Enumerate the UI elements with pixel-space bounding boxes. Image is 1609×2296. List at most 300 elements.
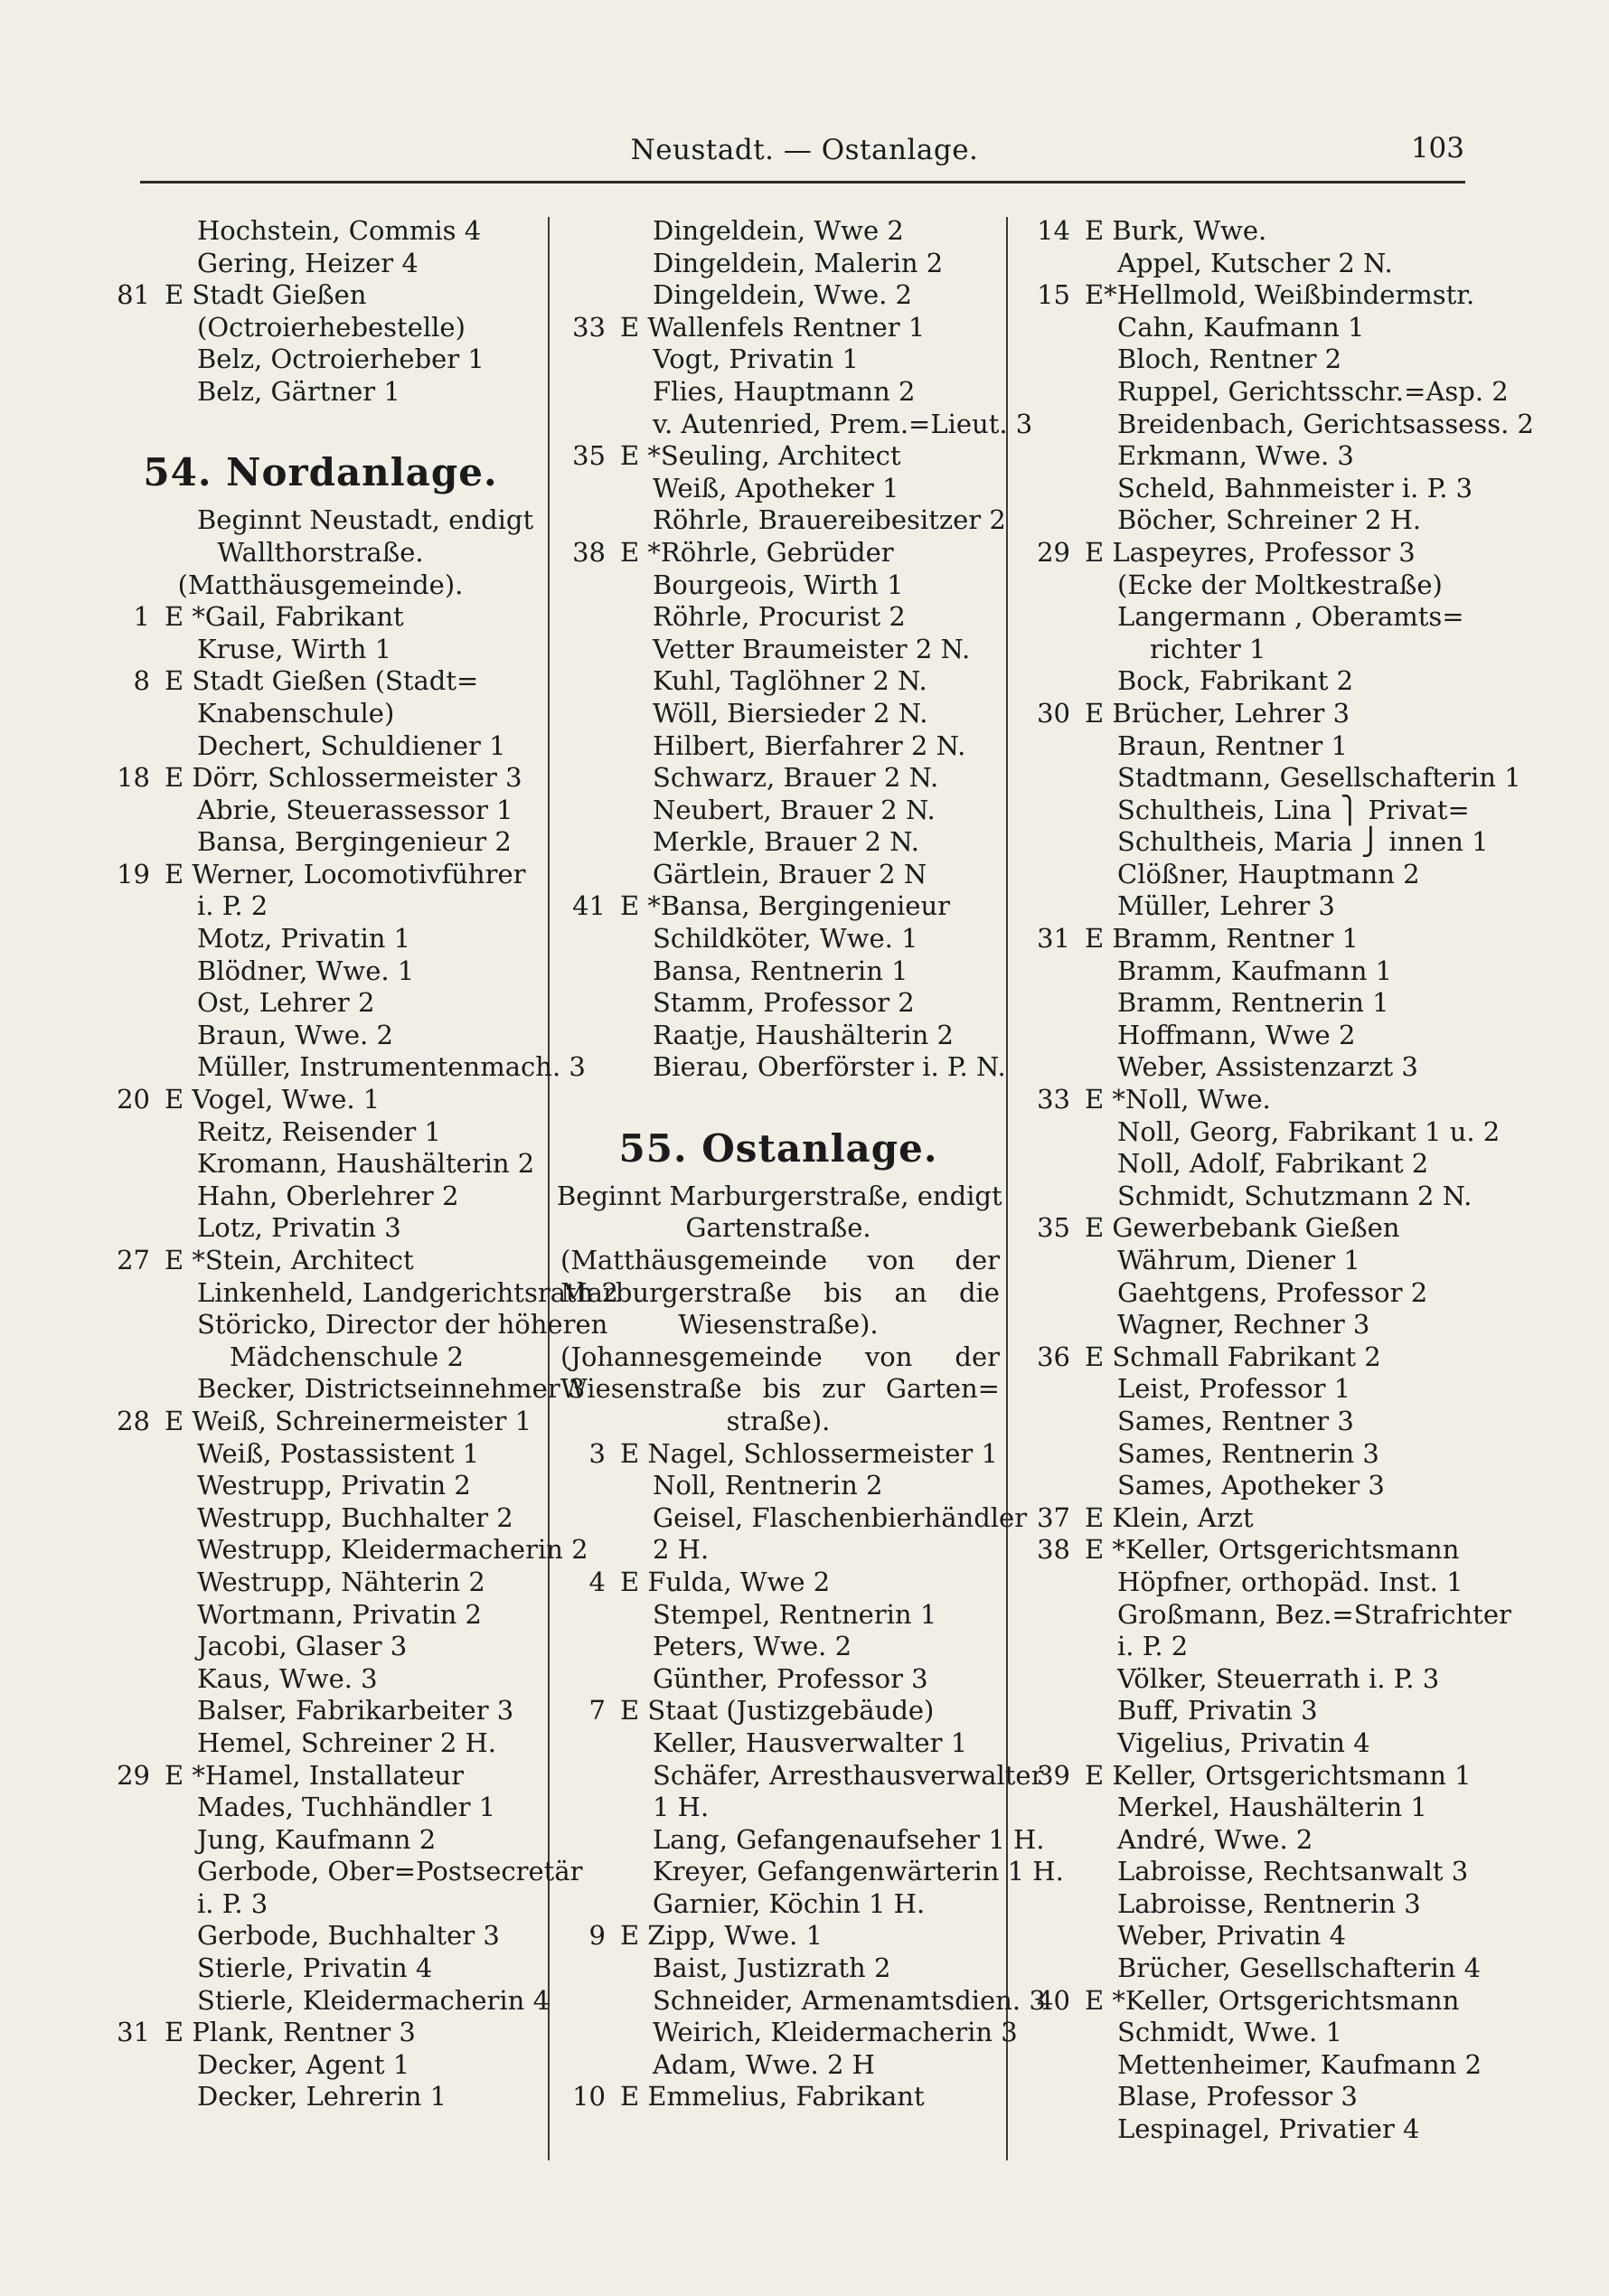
resident-entry [101, 2081, 540, 2113]
entry-text: E Stadt Gießen [165, 279, 367, 311]
resident-entry [101, 923, 540, 955]
resident-entry [1021, 1856, 1469, 1888]
running-title: Neustadt. — Ostanlage. [630, 134, 979, 166]
resident-entry [101, 1341, 540, 1374]
entry-text: Großmann, Bez.=Strafrichter [1117, 1598, 1511, 1630]
entry-text: Adam, Wwe. 2 H [653, 2048, 875, 2080]
word: (Matthäusgemeinde [560, 1245, 828, 1275]
entry-text: Merkel, Haushälterin 1 [1117, 1792, 1427, 1823]
resident-entry [101, 1567, 540, 1599]
house-number: 14 [1037, 215, 1070, 246]
entry-text: Westrupp, Privatin 2 [197, 1470, 471, 1501]
resident-entry [1021, 955, 1464, 988]
resident-entry [1021, 665, 1464, 698]
street-description [557, 1341, 1000, 1374]
resident-entry [101, 312, 540, 344]
resident-entry [1021, 1663, 1464, 1696]
entry-text: Hoffmann, Wwe 2 [1117, 1019, 1356, 1050]
entry-text: v. Autenried, Prem.=Lieut. 3 [653, 408, 1033, 439]
street-description: Wallthorstraße. [217, 536, 424, 568]
entry-text: Baist, Justizrath 2 [653, 1953, 891, 1984]
entry-text: Bock, Fabrikant 2 [1117, 665, 1354, 697]
entry-text: Kromann, Haushälterin 2 [197, 1148, 535, 1180]
resident-entry [101, 1373, 586, 1406]
street-heading: 55. Ostanlage. [618, 1125, 938, 1171]
entry-text: i. P. 2 [197, 890, 268, 922]
entry-text: E Gewerbebank Gießen [1085, 1212, 1400, 1244]
resident-entry [1021, 1695, 1464, 1727]
word: von [864, 1341, 913, 1372]
house-entry [1021, 1534, 1464, 1567]
entry-text: Jacobi, Glaser 3 [197, 1631, 408, 1662]
resident-entry [557, 987, 1000, 1020]
justified-text [557, 1373, 1000, 1406]
street-description: Gartenstraße. [685, 1212, 871, 1244]
house-entry [1021, 1759, 1472, 1793]
entry-text: Kruse, Wirth 1 [197, 633, 392, 664]
house-entry [1021, 1502, 1464, 1535]
resident-entry [1021, 1180, 1473, 1213]
entry-text: Weber, Assistenzarzt 3 [1117, 1051, 1418, 1083]
entry-text: Bansa, Rentnerin 1 [653, 955, 908, 986]
house-entry [101, 1084, 540, 1116]
house-number: 41 [572, 890, 606, 922]
house-number: 10 [572, 2081, 606, 2113]
word: die [958, 1276, 1000, 1308]
resident-entry [101, 1276, 618, 1310]
entry-text: (Ecke der Moltkestraße) [1117, 569, 1443, 600]
entry-text: Blase, Professor 3 [1117, 2081, 1358, 2113]
street-description [557, 1373, 1000, 1406]
resident-entry [101, 1309, 608, 1341]
resident-entry [1021, 2113, 1464, 2146]
resident-entry [1021, 1953, 1482, 1985]
entry-text: i. P. 2 [1117, 1631, 1189, 1662]
resident-entry [557, 1020, 1000, 1052]
house-number: 39 [1037, 1759, 1070, 1791]
resident-entry [101, 1502, 540, 1535]
entry-text: E Weiß, Schreinermeister 1 [165, 1405, 532, 1436]
resident-entry [1021, 408, 1535, 441]
entry-text: Motz, Privatin 1 [197, 923, 411, 955]
entry-text: Westrupp, Buchhalter 2 [197, 1501, 513, 1533]
resident-entry [557, 1856, 1064, 1888]
entry-text: Schildköter, Wwe. 1 [653, 923, 918, 955]
justified-text [557, 1245, 1000, 1277]
resident-entry [101, 1631, 540, 1663]
entry-text: Garnier, Köchin 1 H. [653, 1887, 926, 1919]
resident-entry [1021, 1020, 1464, 1052]
house-number: 15 [1037, 279, 1070, 311]
entry-text: E Vogel, Wwe. 1 [165, 1084, 381, 1115]
entry-text: Wortmann, Privatin 2 [197, 1598, 482, 1630]
entry-text: Günther, Professor 3 [653, 1662, 928, 1694]
entry-text: E *Keller, Ortsgerichtsmann [1085, 1984, 1460, 2016]
resident-entry [557, 504, 1006, 537]
entry-text: Keller, Hausverwalter 1 [653, 1727, 968, 1758]
resident-entry [557, 2017, 1018, 2049]
resident-entry [557, 1823, 1045, 1857]
resident-entry [557, 2049, 1000, 2082]
resident-entry [101, 1953, 540, 1985]
resident-entry [101, 2049, 540, 2082]
entry-text: E Laspeyres, Professor 3 [1085, 536, 1416, 568]
entry-text: Wagner, Rechner 3 [1117, 1309, 1370, 1341]
resident-entry [557, 1181, 1000, 1213]
resident-entry [557, 1888, 1000, 1921]
column-3 [1021, 215, 1535, 2146]
resident-entry [101, 730, 540, 763]
entry-text: Bloch, Rentner 2 [1117, 343, 1342, 375]
word: (Johannesgemeinde [560, 1341, 823, 1372]
house-entry [557, 440, 1000, 473]
resident-entry [1021, 2017, 1464, 2049]
resident-entry [101, 1148, 540, 1181]
entry-text: Müller, Instrumentenmach. 3 [197, 1051, 586, 1083]
house-entry [101, 279, 540, 312]
entry-text: Cahn, Kaufmann 1 [1117, 311, 1365, 343]
entry-text: i. P. 3 [197, 1887, 268, 1919]
entry-text: Breidenbach, Gerichtsassess. 2 [1117, 408, 1535, 439]
resident-entry [101, 1212, 540, 1245]
entry-text: Labroisse, Rechtsanwalt 3 [1117, 1856, 1469, 1887]
entry-text: E Wallenfels Rentner 1 [620, 311, 926, 343]
entry-text: Schultheis, Lina ⎫ Privat= [1117, 794, 1470, 825]
resident-entry [101, 1920, 540, 1953]
house-number: 38 [572, 536, 606, 568]
resident-entry [1021, 472, 1473, 505]
entry-text: Lespinagel, Privatier 4 [1117, 2113, 1420, 2145]
entry-text: Währum, Diener 1 [1117, 1245, 1360, 1275]
resident-entry [1021, 1888, 1464, 1921]
entry-text: Appel, Kutscher 2 N. [1117, 247, 1393, 278]
entry-text: Kuhl, Taglöhner 2 N. [653, 665, 927, 697]
resident-entry [1021, 248, 1464, 280]
entry-text: Erkmann, Wwe. 3 [1117, 440, 1354, 472]
house-entry [1021, 1985, 1464, 2018]
entry-text: Reitz, Reisender 1 [197, 1115, 441, 1147]
entry-text: E *Hamel, Installateur [165, 1759, 464, 1791]
entry-text: E *Noll, Wwe. [1085, 1084, 1271, 1115]
entry-text: Mettenheimer, Kaufmann 2 [1117, 2048, 1482, 2080]
entry-text: Schäfer, Arresthausverwalter [653, 1759, 1044, 1791]
word: der [955, 1341, 1000, 1372]
entry-text: Brücher, Gesellschafterin 4 [1117, 1953, 1482, 1984]
resident-entry [1021, 730, 1464, 763]
entry-text: Hochstein, Commis 4 [197, 215, 482, 246]
entry-text: Noll, Georg, Fabrikant 1 u. 2 [1117, 1115, 1501, 1147]
entry-text: Merkle, Brauer 2 N. [653, 826, 919, 858]
resident-entry [101, 1824, 540, 1857]
entry-text: Kaus, Wwe. 3 [197, 1662, 378, 1694]
word: Garten= [885, 1373, 1000, 1405]
spacer [557, 1084, 1000, 1116]
house-entry [557, 1695, 1000, 1727]
entry-text: E Keller, Ortsgerichtsmann 1 [1085, 1759, 1472, 1791]
house-number: 40 [1037, 1984, 1070, 2016]
entry-text: richter 1 [1150, 633, 1266, 664]
resident-entry [1021, 569, 1464, 602]
entry-text: Bansa, Bergingenieur 2 [197, 826, 512, 858]
resident-entry [101, 215, 540, 248]
resident-entry [557, 826, 1000, 859]
word: von [867, 1245, 916, 1275]
resident-entry [101, 1051, 586, 1084]
entry-text: E Fulda, Wwe 2 [620, 1566, 831, 1597]
entry-text: Schultheis, Maria ⎭ innen 1 [1117, 826, 1489, 858]
resident-entry [101, 1116, 540, 1149]
entry-text: Gärtlein, Brauer 2 N [653, 858, 927, 889]
house-number: 20 [117, 1084, 150, 1115]
entry-text: (Octroierhebestelle) [197, 311, 466, 343]
entry-text: Peters, Wwe. 2 [653, 1631, 852, 1662]
house-entry [1021, 537, 1464, 569]
entry-text: Röhrle, Brauereibesitzer 2 [653, 504, 1006, 536]
resident-entry [557, 1663, 1000, 1696]
entry-text: Buff, Privatin 3 [1117, 1695, 1318, 1727]
resident-entry [1021, 1373, 1464, 1406]
resident-entry [1021, 1245, 1464, 1277]
entry-text: Sames, Rentner 3 [1117, 1405, 1354, 1436]
resident-entry [101, 955, 540, 988]
resident-entry [1021, 2081, 1464, 2113]
house-entry [101, 665, 540, 698]
header-rule [140, 181, 1465, 183]
entry-text: Hemel, Schreiner 2 H. [197, 1727, 497, 1758]
resident-entry [1021, 890, 1464, 923]
entry-text: E Brücher, Lehrer 3 [1085, 697, 1350, 729]
entry-text: Beginnt Marburgerstraße, endigt [557, 1180, 1002, 1211]
house-number: 18 [117, 762, 150, 794]
entry-text: Stierle, Privatin 4 [197, 1953, 433, 1984]
entry-text: Stempel, Rentnerin 1 [653, 1598, 937, 1630]
entry-text: Neubert, Brauer 2 N. [653, 794, 936, 825]
entry-text: Röhrle, Procurist 2 [653, 601, 906, 633]
entry-text: Beginnt Neustadt, endigt [197, 504, 534, 536]
resident-entry [101, 1663, 540, 1696]
entry-text: Hilbert, Bierfahrer 2 N. [653, 729, 966, 761]
house-number: 27 [117, 1245, 150, 1275]
resident-entry [1021, 794, 1470, 827]
resident-entry [1021, 1824, 1464, 1857]
resident-entry [1021, 601, 1464, 634]
word: an [894, 1276, 927, 1308]
resident-entry [101, 1727, 540, 1760]
resident-entry [557, 408, 1033, 441]
entry-text: Raatje, Haushälterin 2 [653, 1019, 955, 1050]
resident-entry [1021, 859, 1464, 891]
house-number: 29 [117, 1759, 150, 1791]
entry-text: Langermann , Oberamts= [1117, 601, 1464, 633]
entry-text: E Emmelius, Fabrikant [620, 2081, 925, 2113]
resident-entry [101, 1984, 550, 2018]
entry-text: Dingeldein, Wwe. 2 [653, 279, 912, 311]
entry-text: Sames, Apotheker 3 [1117, 1470, 1385, 1501]
resident-entry [101, 343, 540, 376]
resident-entry [1021, 1598, 1511, 1632]
entry-text: Bramm, Rentnerin 1 [1117, 987, 1389, 1019]
resident-entry [1021, 762, 1521, 795]
entry-text: Stierle, Kleidermacherin 4 [197, 1984, 550, 2016]
entry-text: Balser, Fabrikarbeiter 3 [197, 1695, 514, 1727]
house-entry [557, 890, 1000, 923]
house-entry [101, 2017, 540, 2049]
house-entry [557, 312, 1000, 344]
entry-text: Knabenschule) [197, 697, 395, 729]
resident-entry [557, 343, 1000, 376]
resident-entry [1021, 1631, 1464, 1663]
entry-text: E *Röhrle, Gebrüder [620, 536, 894, 568]
resident-entry [557, 1051, 1006, 1084]
resident-entry [557, 1953, 1000, 1985]
entry-text: Braun, Wwe. 2 [197, 1019, 393, 1050]
entry-text: 2 H. [653, 1534, 710, 1566]
entry-text: Decker, Lehrerin 1 [197, 2081, 447, 2113]
entry-text: Ruppel, Gerichtsschr.=Asp. 2 [1117, 375, 1509, 407]
resident-entry [1021, 1727, 1464, 1760]
house-entry [1021, 698, 1464, 730]
entry-text: Dingeldein, Malerin 2 [653, 247, 944, 278]
house-entry [1021, 279, 1475, 312]
resident-entry [557, 1727, 1000, 1760]
resident-entry [557, 1759, 1044, 1793]
entry-text: E *Seuling, Architect [620, 440, 901, 472]
entry-text: E Bramm, Rentner 1 [1085, 923, 1359, 955]
entry-text: Schneider, Armenamtsdien. 3 [653, 1984, 1046, 2016]
house-number: 7 [588, 1695, 606, 1727]
resident-entry [1021, 1406, 1464, 1438]
resident-entry [1021, 312, 1464, 344]
resident-entry [557, 634, 1000, 666]
resident-entry [1021, 1920, 1464, 1953]
resident-entry [1021, 1115, 1501, 1149]
house-entry [101, 601, 540, 634]
entry-text: Westrupp, Kleidermacherin 2 [197, 1534, 588, 1566]
justified-text [557, 1341, 1000, 1374]
house-entry [101, 859, 540, 891]
entry-text: Gering, Heizer 4 [197, 247, 419, 278]
entry-text: Höpfner, orthopäd. Inst. 1 [1117, 1566, 1463, 1597]
entry-text: Becker, Districtseinnehmer 3 [197, 1373, 586, 1405]
resident-entry [1021, 343, 1464, 376]
resident-entry [101, 248, 540, 280]
page-number: 103 [1410, 132, 1464, 165]
house-number: 29 [1037, 536, 1070, 568]
street-description: (Matthäusgemeinde). [177, 569, 464, 600]
resident-entry [557, 1501, 1028, 1535]
house-number: 3 [588, 1437, 606, 1469]
entry-text: Dechert, Schuldiener 1 [197, 729, 506, 761]
house-number: 30 [1037, 697, 1070, 729]
house-number: 1 [133, 601, 150, 633]
word: Marburgerstraße [560, 1276, 792, 1308]
house-entry [557, 2081, 1000, 2113]
entry-text: Schwarz, Brauer 2 N. [653, 762, 939, 794]
street-description: straße). [726, 1405, 831, 1436]
resident-entry [101, 1888, 540, 1921]
resident-entry [1021, 1438, 1464, 1471]
entry-text: Stamm, Professor 2 [653, 987, 915, 1019]
house-number: 36 [1037, 1341, 1070, 1372]
entry-text: Bramm, Kaufmann 1 [1117, 955, 1393, 986]
justified-text [557, 1277, 1000, 1310]
resident-entry [1021, 1470, 1464, 1502]
resident-entry [557, 1534, 1000, 1567]
resident-entry [101, 1856, 583, 1888]
entry-text: Bourgeois, Wirth 1 [653, 569, 904, 600]
resident-entry [557, 955, 1000, 988]
resident-entry [1021, 826, 1489, 859]
entry-text: Schmidt, Schutzmann 2 N. [1117, 1180, 1473, 1211]
entry-text: Ost, Lehrer 2 [197, 987, 375, 1019]
house-entry [101, 1760, 540, 1793]
entry-text: Linkenheld, Landgerichtsrath 2 [197, 1276, 618, 1308]
entry-text: Gerbode, Buchhalter 3 [197, 1920, 500, 1952]
entry-text: E *Bansa, Bergingenieur [620, 890, 951, 922]
word: zur [822, 1373, 865, 1405]
resident-entry [101, 795, 540, 827]
entry-text: E Zipp, Wwe. 1 [620, 1920, 823, 1952]
resident-entry [557, 665, 1000, 698]
house-entry [1021, 923, 1464, 955]
resident-entry [1021, 1567, 1464, 1599]
resident-entry [557, 1470, 1000, 1502]
word: bis [762, 1373, 802, 1405]
house-number: 33 [572, 311, 606, 343]
entry-text: Noll, Rentnerin 2 [653, 1470, 883, 1501]
house-entry [1021, 215, 1464, 248]
entry-text: Scheld, Bahnmeister i. P. 3 [1117, 472, 1473, 503]
street-description: Wiesenstraße). [678, 1309, 879, 1341]
resident-entry [557, 795, 1000, 827]
entry-text: Mädchenschule 2 [230, 1341, 464, 1372]
resident-entry [101, 890, 540, 923]
entry-text: Westrupp, Nähterin 2 [197, 1566, 485, 1597]
house-entry [101, 1406, 540, 1438]
entry-text: Vigelius, Privatin 4 [1117, 1727, 1370, 1758]
entry-text: E Plank, Rentner 3 [165, 2017, 416, 2048]
house-number: 19 [117, 858, 150, 889]
resident-entry [557, 215, 1000, 248]
entry-text: Gaehtgens, Professor 2 [1117, 1276, 1428, 1308]
resident-entry [557, 248, 1000, 280]
resident-entry [1021, 634, 1464, 666]
entry-text: Lang, Gefangenaufseher 1 H. [653, 1823, 1045, 1855]
resident-entry [557, 1792, 1000, 1824]
resident-entry [1021, 1792, 1464, 1824]
resident-entry [1021, 504, 1464, 537]
resident-entry [101, 698, 540, 730]
resident-entry [557, 376, 1000, 409]
entry-text: Blödner, Wwe. 1 [197, 955, 415, 986]
entry-text: Hahn, Oberlehrer 2 [197, 1180, 459, 1211]
entry-text: Noll, Adolf, Fabrikant 2 [1117, 1148, 1429, 1180]
resident-entry [1021, 440, 1464, 473]
entry-text: Böcher, Schreiner 2 H. [1117, 504, 1422, 536]
entry-text: Geisel, Flaschenbierhändler [653, 1501, 1028, 1533]
house-entry [557, 1567, 1000, 1599]
entry-text: Clößner, Hauptmann 2 [1117, 858, 1420, 889]
resident-entry [101, 987, 540, 1020]
entry-text: Wöll, Biersieder 2 N. [653, 697, 928, 729]
entry-text: Mades, Tuchhändler 1 [197, 1792, 496, 1823]
house-entry [101, 762, 540, 795]
entry-text: E Klein, Arzt [1085, 1501, 1254, 1533]
resident-entry [101, 1599, 540, 1632]
entry-text: Vetter Braumeister 2 N. [653, 633, 971, 664]
resident-entry [557, 762, 1000, 795]
house-number: 37 [1037, 1501, 1070, 1533]
